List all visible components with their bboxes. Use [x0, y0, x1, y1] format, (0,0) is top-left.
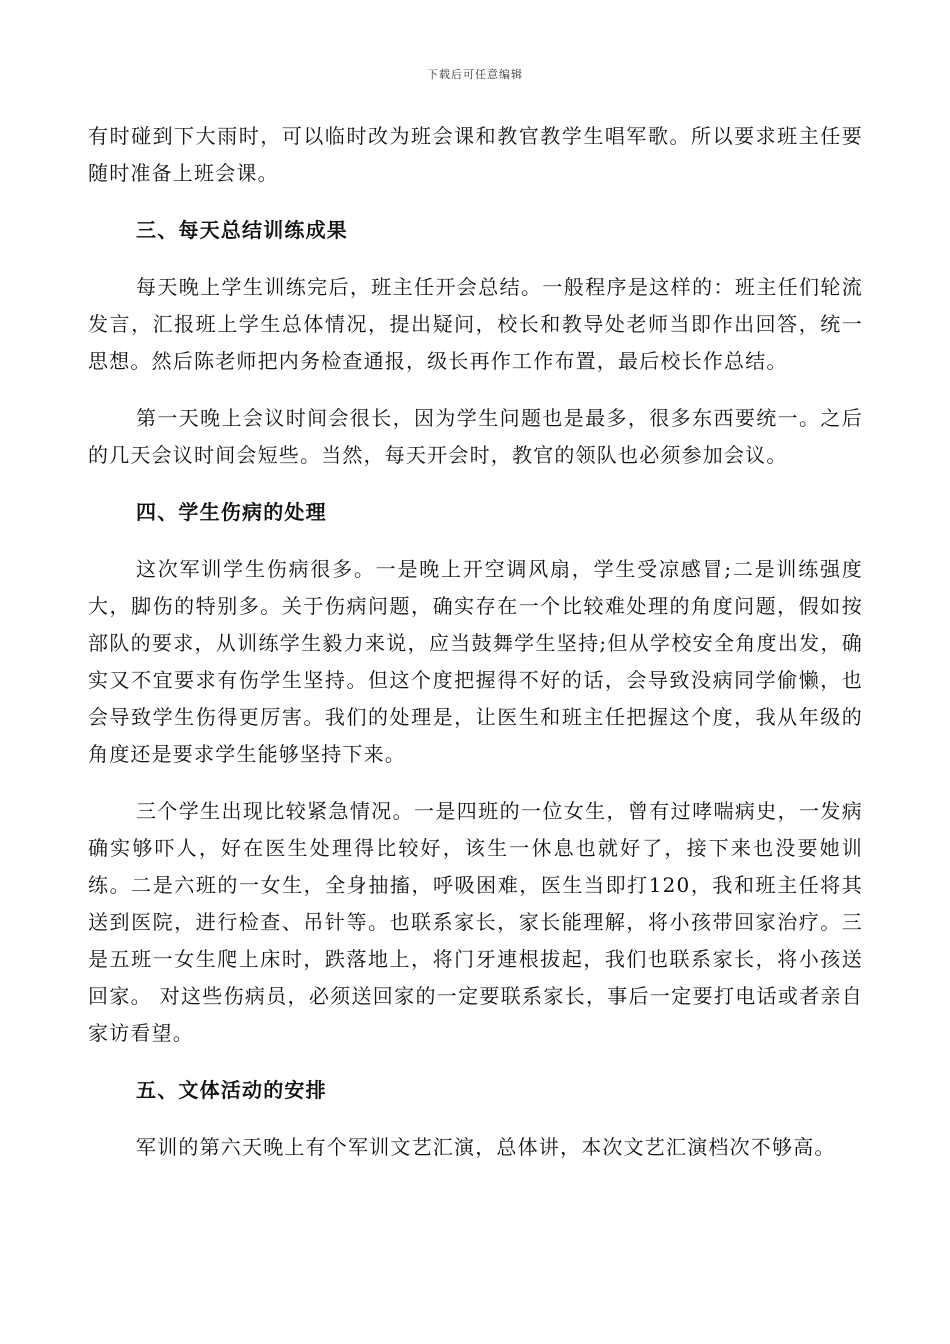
paragraph: 三个学生出现比较紧急情况。一是四班的一位女生，曾有过哮喘病史，一发病确实够吓人，好在医生处理得比较好，该生一休息也就好了，接下来也没要她训练。二是六班的一女生，全身抽搐，呼吸困难，医生当即打120，我和班主任将其送到医院，进行检查、吊针等。也联系家长，家长能理解，将小孩带回家治疗。三是五班一女生爬上床时，跌落地上，将门牙連根拔起，我们也联系家长，将小孩送回家。 对这些伤病员，必须送回家的一定要联系家长，事后一定要打电话或者亲自家访看望。	[88, 799, 863, 1045]
paragraph: 有时碰到下大雨时，可以临时改为班会课和教官教学生唱军歌。所以要求班主任要随时准备上班会课。	[88, 124, 863, 185]
section-heading: 五、文体活动的安排	[136, 1078, 327, 1102]
paragraph: 每天晚上学生训练完后，班主任开会总结。一般程序是这样的：班主任们轮流发言，汇报班上学生总体情况，提出疑问，校长和教导处老师当即作出回答，统一思想。然后陈老师把内务检查通报，级长再作工作布置，最后校长作总结。	[88, 275, 863, 373]
paragraph: 这次军训学生伤病很多。一是晚上开空调风扇，学生受凉感冒;二是训练强度大，脚伤的特别多。关于伤病问题，确实存在一个比较难处理的角度问题，假如按部队的要求，从训练学生毅力来说，应当鼓舞学生坚持;但从学校安全角度出发，确实又不宜要求有伤学生坚持。但这个度把握得不好的话，会导致没病同学偷懒，也会导致学生伤得更厉害。我们的处理是，让医生和班主任把握这个度，我从年级的角度还是要求学生能够坚持下来。	[88, 557, 863, 766]
section-heading: 三、每天总结训练成果	[136, 218, 348, 242]
paragraph: 军训的第六天晚上有个军训文艺汇演，总体讲，本次文艺汇演档次不够高。	[136, 1135, 836, 1159]
paragraph: 第一天晚上会议时间会很长，因为学生问题也是最多，很多东西要统一。之后的几天会议时间会短些。当然，每天开会时，教官的领队也必须参加会议。	[88, 406, 863, 467]
page-header: 下载后可任意编辑	[427, 68, 523, 81]
document-body	[88, 118, 863, 1166]
section-heading: 四、学生伤病的处理	[136, 500, 327, 524]
